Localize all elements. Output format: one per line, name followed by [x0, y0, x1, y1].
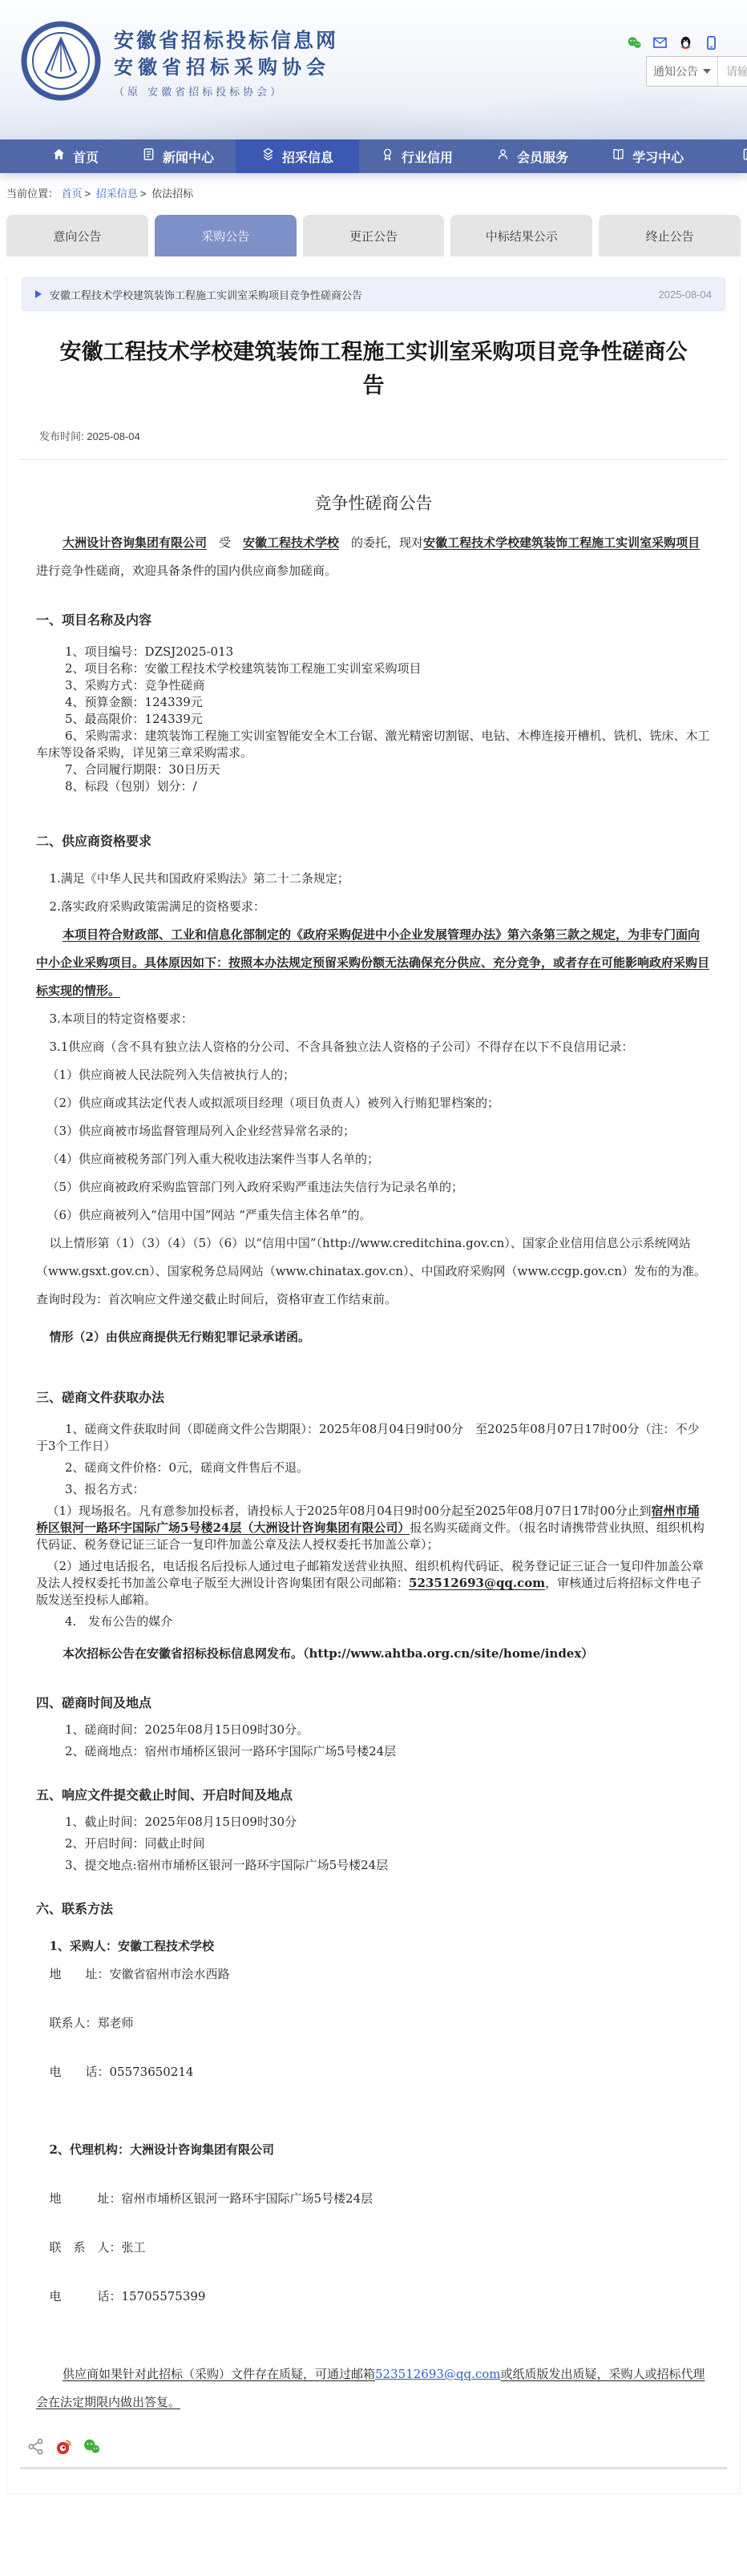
- text-segment: 2、磋商文件价格：0元，磋商文件售后不退。: [65, 1460, 309, 1475]
- text-segment: 地 址：安徽省宿州市浍水西路: [49, 1967, 230, 1981]
- quick-links: [627, 35, 719, 50]
- text-segment: 2.落实政府采购政策需满足的资格要求：: [49, 899, 265, 914]
- text-segment: 供应商如果针对此招标（采购）文件存在质疑，可通过邮箱: [63, 2367, 376, 2381]
- section-heading: [36, 827, 711, 855]
- text-segment: 3.本项目的特定资格要求：: [49, 1011, 193, 1026]
- text-segment: 1、项目编号：DZSJ2025-013: [65, 644, 234, 659]
- text-segment: 或纸质版发出质疑，采购人或招标代理会在法定期限内做出答复。: [36, 2367, 705, 2409]
- nav-item-learn[interactable]: [590, 139, 705, 173]
- text-segment: 的委托，现对: [339, 535, 424, 550]
- share-nodes-icon[interactable]: [26, 2437, 45, 2456]
- nav-label: 招采信息: [282, 151, 334, 165]
- nav-item-member[interactable]: [474, 139, 590, 173]
- list-item-title: 安徽工程技术学校建筑装饰工程施工实训室采购项目竞争性磋商公告: [50, 289, 363, 301]
- section-heading: [36, 1383, 711, 1411]
- article-paragraph: [36, 921, 711, 1005]
- article-paragraph: [36, 677, 711, 694]
- article-paragraph: [36, 1117, 711, 1145]
- nav-label: 新闻中心: [163, 151, 215, 165]
- search-category-value: 通知公告: [653, 65, 698, 78]
- section-heading: [36, 1781, 711, 1809]
- mail-icon[interactable]: [652, 35, 668, 50]
- article-body: [36, 487, 711, 2417]
- text-segment: 3、报名方式：: [65, 1482, 145, 1496]
- article-paragraph: [36, 1613, 711, 1630]
- list-item[interactable]: [22, 277, 725, 311]
- article-paragraph: [36, 2283, 711, 2311]
- article-paragraph: [36, 2009, 711, 2037]
- text-segment: 联系人：郑老师: [49, 2016, 134, 2030]
- article-paragraph: [36, 893, 711, 921]
- text-segment: （2）通过电话报名，电话报名后投标人通过电子邮箱发送营业执照、组织机构代码证、税务登记证三证合一复印件加盖公章及法人授权委托书加盖公章电子版至大洲设计咨询集团有限公司邮箱：: [36, 1559, 705, 1590]
- news-icon: [142, 147, 155, 165]
- text-segment: 安徽工程技术学校建筑装饰工程施工实训室采购项目: [423, 535, 701, 550]
- breadcrumb-sep: >: [84, 188, 91, 200]
- text-segment: 5、最高限价：124339元: [65, 712, 203, 726]
- breadcrumb-bidding[interactable]: 招采信息: [95, 188, 138, 200]
- article-paragraph: [36, 1145, 711, 1173]
- article-paragraph: [36, 1173, 711, 1201]
- text-segment: 竞争性磋商公告: [314, 494, 433, 513]
- text-segment: 1、磋商文件获取时间（即磋商文件公告期限）：2025年08月04日9时00分 至2025年08月07日17时00分（注：不少于3个工作日）: [36, 1422, 700, 1453]
- chevron-down-icon: [703, 69, 711, 74]
- article-paragraph: [36, 1201, 711, 1229]
- text-segment: 报名购买磋商文件。（报名时请携带营业执照、组织机构代码证、税务登记证三证合一复印件加盖公章及法人授权委托书加盖公章）；: [36, 1520, 705, 1552]
- text-segment: 联 系 人：张工: [49, 2240, 146, 2255]
- article-paragraph: [36, 761, 711, 778]
- text-segment: 8、标段（包别）划分：/: [65, 779, 197, 793]
- text-segment: 4. 发布公告的媒介: [65, 1614, 173, 1629]
- text-segment: 大洲设计咨询集团有限公司: [63, 535, 208, 550]
- qq-icon[interactable]: [678, 35, 693, 50]
- article-paragraph: [36, 1857, 711, 1874]
- wechat-share-icon[interactable]: [83, 2437, 101, 2456]
- search-category-select[interactable]: [647, 57, 718, 86]
- text-segment: 7、合同履行期限：30日历天: [65, 762, 220, 777]
- tab-intent-notice[interactable]: 意向公告: [6, 215, 148, 256]
- breadcrumb-current: 依法招标: [151, 188, 194, 200]
- tab-correction-notice[interactable]: 更正公告: [303, 215, 445, 256]
- tab-termination-notice[interactable]: 终止公告: [599, 215, 741, 256]
- section-heading: [36, 606, 711, 634]
- site-logo: [21, 21, 101, 105]
- nav-label: 学习中心: [632, 151, 684, 165]
- text-segment: 1.满足《中华人民共和国政府采购法》第二十二条规定；: [49, 871, 349, 886]
- credit-icon: [381, 147, 394, 165]
- article-paragraph: [36, 1558, 711, 1609]
- article-paragraph: [36, 1033, 711, 1061]
- search-bar: [646, 56, 747, 87]
- site-subtitle: 安徽省招标采购协会: [114, 55, 330, 79]
- article-paragraph: [36, 1481, 711, 1498]
- list-item-date: 2025-08-04: [658, 288, 712, 301]
- article-paragraph: [36, 1460, 711, 1476]
- article-paragraph: [36, 778, 711, 795]
- breadcrumb: [0, 173, 747, 204]
- doc-title: [36, 487, 711, 519]
- site-header: [0, 0, 747, 139]
- article-paragraph: [36, 1932, 711, 1960]
- wechat-icon[interactable]: [627, 35, 642, 50]
- nav-label: 首页: [73, 151, 99, 165]
- article-paragraph: [36, 660, 711, 677]
- article-paragraph: [36, 694, 711, 711]
- learn-icon: [612, 147, 625, 165]
- article-paragraph: [36, 1814, 711, 1831]
- article-paragraph: [36, 1835, 711, 1852]
- text-segment: 四、磋商时间及地点: [36, 1695, 152, 1710]
- text-segment: 本次招标公告在安徽省招标投标信息网发布。（http://www.ahtba.org.cn/site/home/index）: [63, 1646, 594, 1661]
- nav-item-credit[interactable]: [359, 139, 474, 173]
- site-brand-text: [114, 27, 338, 99]
- article-paragraph: [36, 1421, 711, 1455]
- search-input[interactable]: [718, 57, 747, 86]
- text-segment: 宿州市埇桥区银河一路环宇国际广场5号楼24层（大洲设计咨询集团有限公司）: [36, 1504, 700, 1535]
- text-segment: 六、联系方法: [36, 1901, 114, 1916]
- text-segment: （1）现场报名。凡有意参加投标者，请投标人于2025年08月04日9时00分起至2025年08月07日17时00分止到: [46, 1504, 652, 1518]
- text-segment: 安徽工程技术学校: [243, 535, 340, 550]
- text-segment: 以上情形第（1）（3）（4）（5）（6）以“信用中国”（http://www.creditchina.gov.cn）、国家企业信用信息公示系统网站（www.gsxt.gov.cn）、国家税务总局网站（www.chinatax.gov.cn）、中国政府采购网（www.ccgp.gov.cn）发布的为准。查询时段为：首次响应文件递交截止时间后，资格审查工作结束前。: [36, 1236, 706, 1306]
- nav-item-partial[interactable]: [734, 139, 747, 173]
- text-segment: （3）供应商被市场监督管理局列入企业经营异常名录的；: [46, 1124, 356, 1138]
- nav-item-home[interactable]: [30, 139, 120, 173]
- text-segment: 3、提交地点:宿州市埇桥区银河一路环宇国际广场5号楼24层: [65, 1858, 389, 1872]
- nav-label: 行业信用: [402, 151, 454, 165]
- article-paragraph: [36, 644, 711, 660]
- text-segment: 1、截止时间：2025年08月15日09时30分: [65, 1815, 297, 1829]
- content-card: [6, 277, 741, 2494]
- weibo-icon[interactable]: [55, 2437, 73, 2456]
- breadcrumb-label: 当前位置：: [6, 188, 59, 200]
- text-segment: 电 话：15705575399: [49, 2289, 206, 2303]
- text-segment: 523512693@qq.com: [409, 1576, 546, 1590]
- text-segment: 地 址：宿州市埇桥区银河一路环宇国际广场5号楼24层: [49, 2191, 374, 2206]
- bidding-icon: [261, 147, 275, 165]
- nav-label: 会员服务: [517, 151, 569, 165]
- article-paragraph: [36, 529, 711, 585]
- doc-icon: [742, 147, 747, 165]
- text-segment: 五、响应文件提交截止时间、开启时间及地点: [36, 1787, 293, 1803]
- nav-item-bidding[interactable]: [236, 139, 359, 173]
- article-paragraph: [36, 2234, 711, 2262]
- arrow-right-icon: [35, 290, 42, 298]
- email-link[interactable]: 523512693@qq.com: [375, 2367, 501, 2381]
- site-note: （原 安徽省招标投标协会）: [114, 87, 285, 99]
- text-segment: （2）供应商或其法定代表人或拟派项目经理（项目负责人）被列入行贿犯罪档案的；: [46, 1096, 500, 1110]
- text-segment: 三、磋商文件获取办法: [36, 1390, 165, 1405]
- text-segment: 6、采购需求：建筑装饰工程施工实训室智能安全木工台锯、激光精密切割锯、电钻、木榫连接开槽机、铣机、铣床、木工车床等设备采购，详见第三章采购需求。: [36, 729, 710, 760]
- publish-time: 发布时间: 2025-08-04: [39, 430, 140, 442]
- text-segment: 2、开启时间：同截止时间: [65, 1836, 205, 1851]
- article-paragraph: [36, 1640, 711, 1668]
- site-brand: [21, 21, 338, 105]
- phone-icon[interactable]: [704, 35, 719, 50]
- main-nav: [0, 139, 747, 173]
- article-paragraph: [36, 1061, 711, 1089]
- share-bar: [26, 2437, 740, 2456]
- breadcrumb-home[interactable]: 首页: [61, 188, 83, 200]
- text-segment: 本项目符合财政部、工业和信息化部制定的《政府采购促进中小企业发展管理办法》第六条第三款之规定，为非专门面向中小企业采购项目。具体原因如下：按照本办法规定预留采购份额无法确保充分供应、充分竞争，或者存在可能影响政府采购目标实现的情形。: [36, 927, 710, 998]
- nav-item-news[interactable]: [120, 139, 236, 173]
- text-segment: 情形（2）由供应商提供无行贿犯罪记录承诺函。: [49, 1330, 310, 1344]
- article-paragraph: [36, 1089, 711, 1117]
- member-icon: [496, 147, 510, 165]
- tab-procurement-notice[interactable]: 采购公告: [155, 215, 297, 256]
- article-paragraph: [36, 865, 711, 893]
- article-paragraph: [36, 2185, 711, 2213]
- article-paragraph: [36, 711, 711, 728]
- text-segment: 3、采购方式：竞争性磋商: [65, 678, 205, 692]
- text-segment: 受: [207, 535, 244, 550]
- section-heading: [36, 1689, 711, 1717]
- article-paragraph: [36, 1005, 711, 1033]
- article-paragraph: [36, 1229, 711, 1314]
- breadcrumb-sep: >: [139, 188, 147, 200]
- text-segment: 2、项目名称：安徽工程技术学校建筑装饰工程施工实训室采购项目: [65, 661, 422, 676]
- text-segment: 1、磋商时间：2025年08月15日09时30分。: [65, 1722, 309, 1737]
- text-segment: 2、代理机构：大洲设计咨询集团有限公司: [49, 2142, 274, 2157]
- text-segment: （4）供应商被税务部门列入重大税收违法案件当事人名单的；: [46, 1152, 380, 1166]
- home-icon: [52, 147, 66, 165]
- section-heading: [36, 1895, 711, 1923]
- article-paragraph: [36, 1743, 711, 1760]
- text-segment: 二、供应商资格要求: [36, 834, 152, 849]
- text-segment: 2、磋商地点：宿州市埇桥区银河一路环宇国际广场5号楼24层: [65, 1744, 397, 1758]
- article-paragraph: [36, 2360, 711, 2417]
- site-title: 安徽省招标投标信息网: [114, 29, 339, 52]
- text-segment: （5）供应商被政府采购监管部门列入政府采购严重违法失信行为记录名单的；: [46, 1180, 464, 1194]
- text-segment: 一、项目名称及内容: [36, 612, 152, 628]
- text-segment: ，审核通过后将招标文件电子版发送至投标人邮箱。: [36, 1576, 702, 1607]
- article-paragraph: [36, 2136, 711, 2164]
- article-paragraph: [36, 1722, 711, 1738]
- article-paragraph: [36, 1323, 711, 1351]
- page-title: 安徽工程技术学校建筑装饰工程施工实训室采购项目竞争性磋商公告: [59, 340, 688, 398]
- text-segment: （1）供应商被人民法院列入失信被执行人的；: [46, 1068, 296, 1082]
- article-paragraph: [36, 728, 711, 761]
- text-segment: 1、采购人：安徽工程技术学校: [49, 1939, 214, 1953]
- article-paragraph: [36, 1503, 711, 1553]
- text-segment: 电 话：05573650214: [49, 2065, 194, 2079]
- tab-award-result[interactable]: 中标结果公示: [450, 215, 592, 256]
- text-segment: 3.1供应商（含不具有独立法人资格的分公司、不含具备独立法人资格的子公司）不得存在以下不良信用记录：: [49, 1040, 634, 1054]
- article-paragraph: [36, 2058, 711, 2086]
- footer-divider: [20, 2467, 727, 2469]
- text-segment: 进行竞争性磋商，欢迎具备条件的国内供应商参加磋商。: [36, 563, 337, 578]
- notice-tabs: [6, 215, 741, 256]
- text-segment: 4、预算金额：124339元: [65, 695, 203, 709]
- divider: [20, 459, 727, 460]
- text-segment: （6）供应商被列入“信用中国”网站 “严重失信主体名单”的。: [46, 1208, 372, 1222]
- article-paragraph: [36, 1960, 711, 1989]
